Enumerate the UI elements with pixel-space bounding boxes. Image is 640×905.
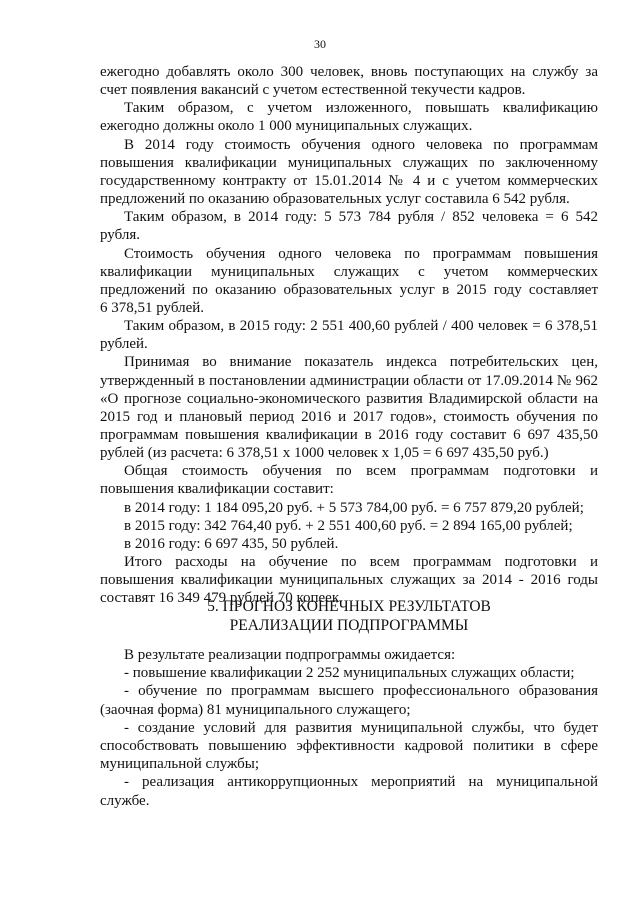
section-title-line-1: 5. ПРОГНОЗ КОНЕЧНЫХ РЕЗУЛЬТАТОВ [207,598,491,615]
result-line: В результате реализации подпрограммы ожидается: [124,647,456,663]
page-number: 30 [314,37,326,51]
text-line: Таким образом, с учетом изложенного, повышать квалификацию [124,100,598,117]
result-line: муниципальной службы; [100,756,260,773]
text-line: 6 378,51 рублей. [100,299,205,316]
text-line: программам повышения квалификации в 2016 году составит 6 697 435,50 [100,427,598,443]
text-line: составят 16 349 479 рублей 70 копеек. [100,590,343,607]
text-line: 2015 год и плановый период 2016 и 2017 годов», стоимость обучения по [100,408,598,425]
text-line: Итого расходы на обучение по всем программам подготовки и [124,554,598,571]
text-line: повышения квалификации муниципальных служащих по заключенному [100,154,598,171]
text-line: Таким образом, в 2015 году: 2 551 400,60 рублей / 400 человек = 6 378,51 [124,318,598,335]
text-line: счет появления вакансий с учетом естественной текучести кадров. [100,82,526,99]
result-line: - повышение квалификации 2 252 муниципальных служащих области; [124,665,575,682]
text-line: рубля. [100,227,140,244]
result-line: (заочная форма) 81 муниципального служащего; [100,701,411,718]
text-line: Принимая во внимание показатель индекса потребительских цен, [124,354,598,371]
text-line: утвержденный в постановлении администрации области от 17.09.2014 № 962 [100,372,598,389]
text-line: «О прогнозе социально-экономического развития Владимирской области на [100,390,598,407]
text-line: повышения квалификации составит: [100,481,334,498]
result-line: - реализация антикоррупционных мероприятий на муниципальной [124,774,598,791]
text-line: предложений по оказанию образовательных услуг составила 6 542 рубля. [100,191,570,208]
text-line: Стоимость обучения одного человека по программам повышения [124,245,598,262]
text-line: рублей (из расчета: 6 378,51 x 1000 человек x 1,05 = 6 697 435,50 руб.) [100,445,549,462]
result-line: - создание условий для развития муниципальной службы, что будет [124,719,598,736]
text-line: квалификации муниципальных служащих с учетом коммерческих [100,263,598,280]
text-line: в 2015 году: 342 764,40 руб. + 2 551 400,60 руб. = 2 894 165,00 рублей; [124,517,573,534]
result-line: службе. [100,792,150,809]
text-line: повышения квалификации муниципальных служащих за 2014 - 2016 годы [100,572,598,589]
text-line: ежегодно добавлять около 300 человек, вновь поступающих на службу за [100,64,598,80]
result-line: - обучение по программам высшего профессионального образования [124,683,598,700]
text-line: в 2016 году: 6 697 435, 50 рублей. [124,535,339,552]
text-line: в 2014 году: 1 184 095,20 руб. + 5 573 784,00 руб. = 6 757 879,20 рублей; [124,499,584,516]
text-line: В 2014 году стоимость обучения одного человека по программам [124,136,598,153]
text-line: государственному контракту от 15.01.2014 № 4 и с учетом коммерческих [100,172,598,189]
text-line: предложений по оказанию образовательных услуг в 2015 году составляет [100,281,598,298]
text-line: рублей. [100,336,148,353]
text-line: ежегодно должны около 1 000 муниципальных служащих. [100,118,473,135]
result-line: способствовать повышению эффективности кадровой политики в сфере [100,738,598,754]
text-line: Таким образом, в 2014 году: 5 573 784 рубля / 852 человека = 6 542 [124,209,598,226]
text-line: Общая стоимость обучения по всем программам подготовки и [124,463,598,480]
section-title-line-2: РЕАЛИЗАЦИИ ПОДПРОГРАММЫ [229,617,469,634]
